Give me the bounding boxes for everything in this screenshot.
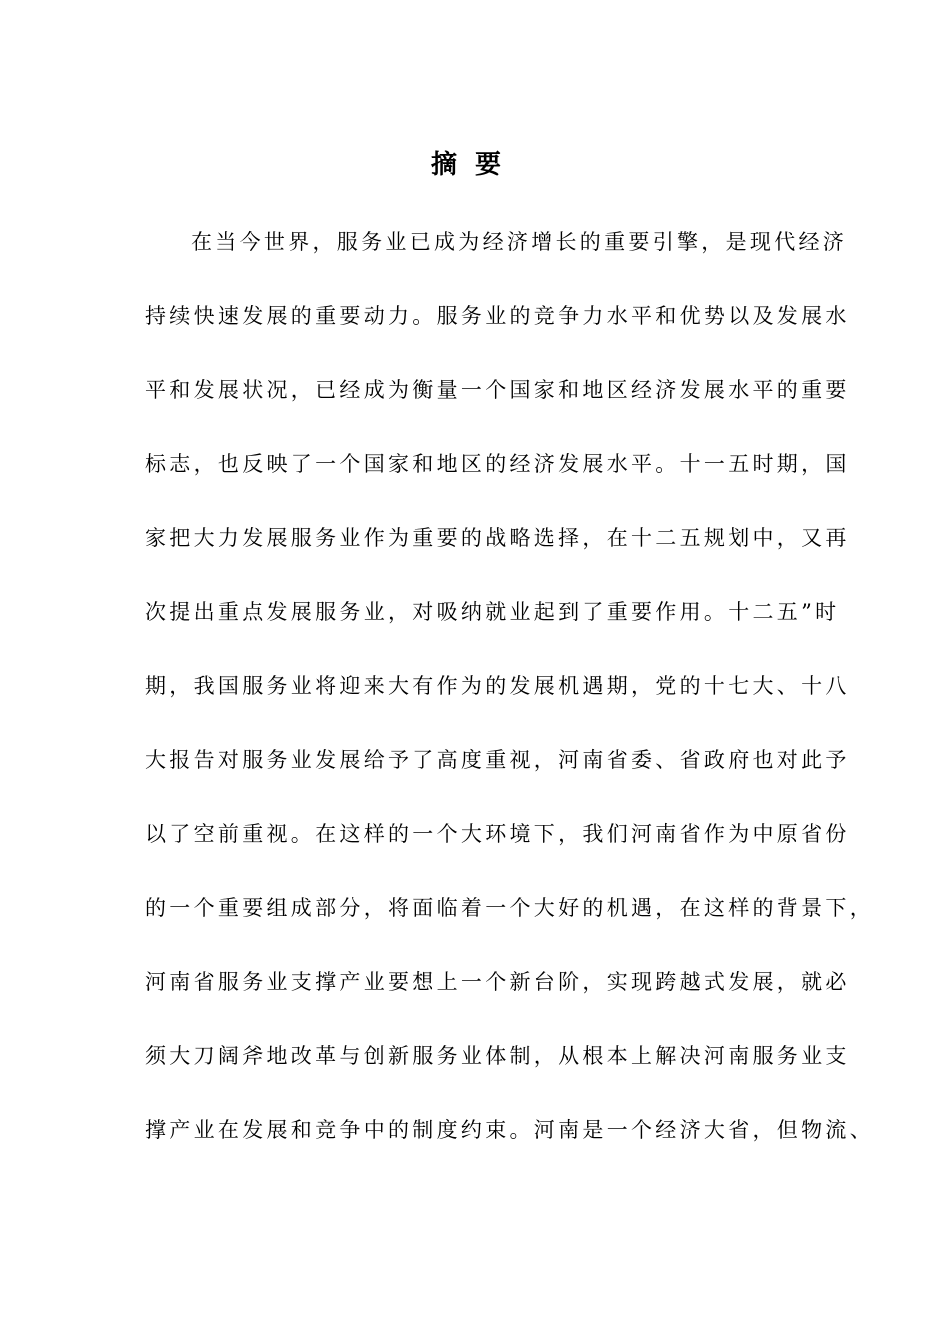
text-line: 大报告对服务业发展给予了高度重视，河南省委、省政府也对此予 xyxy=(145,748,850,772)
text-line: 须大刀阔斧地改革与创新服务业体制，从根本上解决河南服务业支 xyxy=(145,1044,850,1068)
text-line: 次提出重点发展服务业，对吸纳就业起到了重要作用。十二五”时 xyxy=(145,600,840,624)
text-line: 标志，也反映了一个国家和地区的经济发展水平。十一五时期，国 xyxy=(145,452,850,476)
text-line: 撑产业在发展和竞争中的制度约束。河南是一个经济大省，但物流、 xyxy=(145,1118,874,1142)
text-line: 平和发展状况，已经成为衡量一个国家和地区经济发展水平的重要 xyxy=(145,378,850,402)
text-line: 以了空前重视。在这样的一个大环境下，我们河南省作为中原省份 xyxy=(145,822,850,846)
text-line: 家把大力发展服务业作为重要的战略选择，在十二五规划中，又再 xyxy=(145,526,850,550)
page-title: 摘要 xyxy=(430,150,519,180)
text-line: 在当今世界，服务业已成为经济增长的重要引擎，是现代经济 xyxy=(191,230,848,254)
text-line: 期，我国服务业将迎来大有作为的发展机遇期，党的十七大、十八 xyxy=(145,674,850,698)
text-line: 河南省服务业支撑产业要想上一个新台阶，实现跨越式发展，就必 xyxy=(145,970,850,994)
abstract-body xyxy=(145,222,874,1184)
text-line: 的一个重要组成部分，将面临着一个大好的机遇，在这样的背景下， xyxy=(145,896,874,920)
text-line: 持续快速发展的重要动力。服务业的竞争力水平和优势以及发展水 xyxy=(145,304,850,328)
